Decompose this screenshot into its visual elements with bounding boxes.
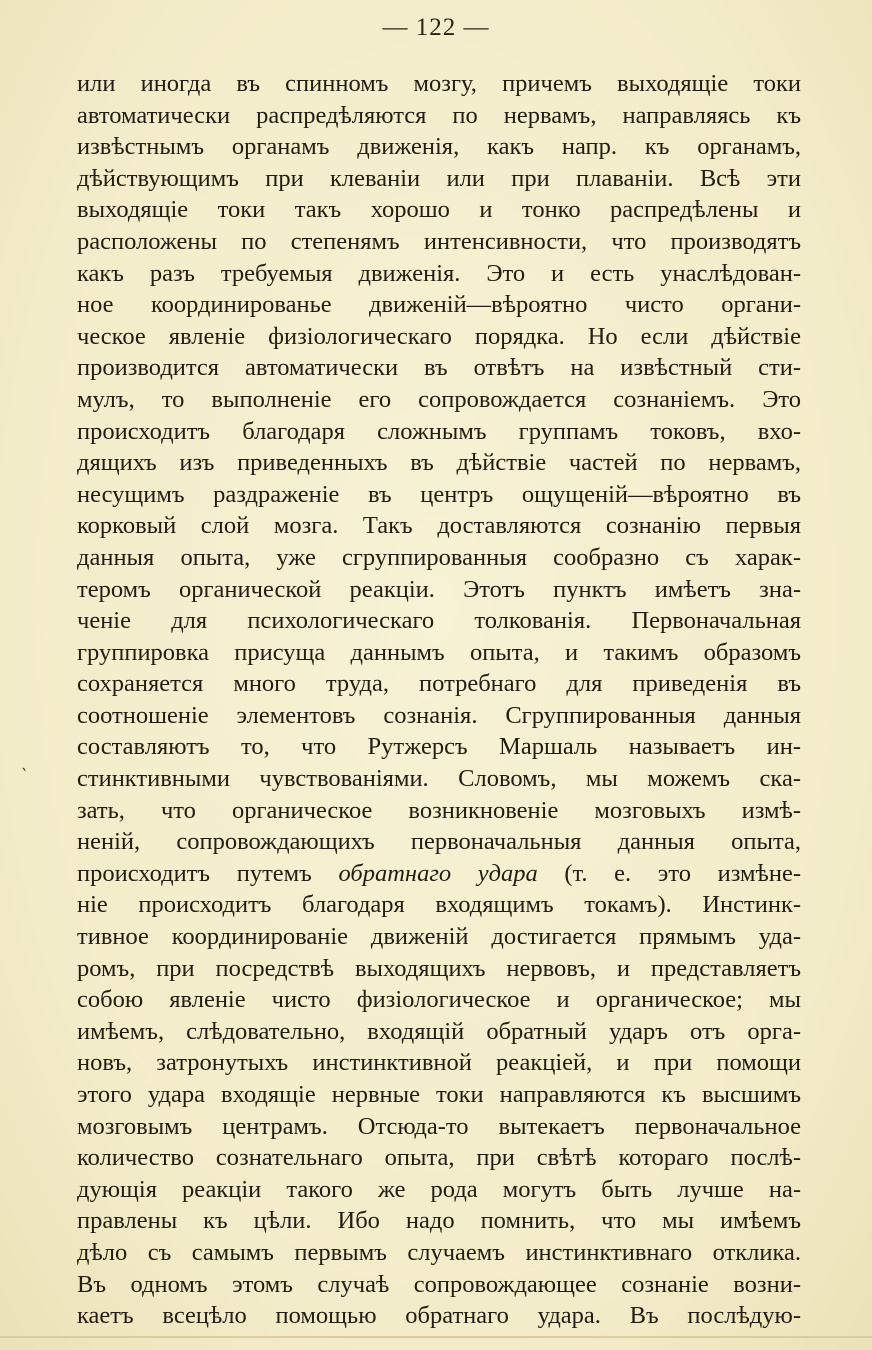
text-line-segment: несущимъ раздраженіе въ центръ ощущеній—вѣроятно въ bbox=[77, 480, 801, 508]
text-line bbox=[77, 1205, 801, 1237]
italic-emphasis: обратнаго удара bbox=[338, 859, 538, 887]
text-line bbox=[77, 1142, 801, 1174]
text-line bbox=[77, 1269, 801, 1301]
text-line bbox=[77, 731, 801, 763]
text-line-segment: извѣстнымъ органамъ движенія, какъ напр. къ органамъ, bbox=[77, 133, 801, 161]
text-line-segment: происходитъ путемъ bbox=[77, 859, 339, 887]
text-line-segment: мулъ, то выполненіе его сопровождается сознаніемъ. Это bbox=[77, 385, 801, 413]
text-line bbox=[77, 574, 801, 606]
text-line bbox=[77, 447, 801, 479]
margin-mark: ‵ bbox=[22, 765, 27, 785]
text-line-segment: ческое явленіе физіологическаго порядка. Но если дѣйствіе bbox=[77, 322, 801, 350]
text-line-segment: дующія реакціи такого же рода могутъ быть лучше на- bbox=[77, 1175, 801, 1203]
text-line-segment: мозговымъ центрамъ. Отсюда-то вытекаетъ первоначальное bbox=[77, 1112, 801, 1140]
text-line-segment: сохраняется много труда, потребнаго для приведенія въ bbox=[77, 670, 801, 698]
text-line-segment: дѣло съ самымъ первымъ случаемъ инстинктивнаго отклика. bbox=[77, 1238, 801, 1266]
text-line bbox=[77, 763, 801, 795]
text-line bbox=[77, 321, 801, 353]
text-line bbox=[77, 194, 801, 226]
text-line bbox=[77, 1300, 801, 1332]
text-line bbox=[77, 1237, 801, 1269]
text-line-segment: какъ разъ требуемыя движенія. Это и есть унаслѣдован- bbox=[77, 259, 801, 287]
text-line-segment: неній, сопровождающихъ первоначальныя данныя опыта, bbox=[77, 828, 801, 856]
text-line-segment: ченіе для психологическаго толкованія. Первоначальная bbox=[77, 607, 801, 635]
text-line bbox=[77, 1047, 801, 1079]
text-line-segment: группировка присуща даннымъ опыта, и такимъ образомъ bbox=[77, 638, 801, 666]
text-line-segment: выходящіе токи такъ хорошо и тонко распредѣлены и bbox=[77, 196, 801, 224]
text-line bbox=[77, 668, 801, 700]
text-line bbox=[77, 1079, 801, 1111]
text-line-segment: ніе происходитъ благодаря входящимъ токамъ). Инстинк- bbox=[77, 891, 801, 919]
text-line-segment: ромъ, при посредствѣ выходящихъ нервовъ, и представляетъ bbox=[77, 954, 801, 982]
text-line bbox=[77, 258, 801, 290]
text-line bbox=[77, 479, 801, 511]
page-number: — 122 — bbox=[382, 14, 490, 41]
text-line bbox=[77, 1016, 801, 1048]
text-line-segment: расположены по степенямъ интенсивности, что производятъ bbox=[77, 227, 801, 255]
text-line-segment: теромъ органической реакціи. Этотъ пунктъ имѣетъ зна- bbox=[77, 575, 801, 603]
text-line bbox=[77, 510, 801, 542]
text-line bbox=[77, 226, 801, 258]
text-line-segment: стинктивными чувствованіями. Словомъ, мы можемъ ска- bbox=[77, 765, 801, 793]
text-line-segment: данныя опыта, уже сгруппированныя сообразно съ харак- bbox=[77, 543, 801, 571]
text-line-segment: новъ, затронутыхъ инстинктивной реакціей, и при помощи bbox=[77, 1049, 801, 1077]
text-line-segment: соотношеніе элементовъ сознанія. Сгруппированныя данныя bbox=[77, 701, 801, 729]
text-line bbox=[77, 352, 801, 384]
text-line bbox=[77, 1111, 801, 1143]
text-line bbox=[77, 416, 801, 448]
text-line bbox=[77, 131, 801, 163]
text-line-segment: каетъ всецѣло помощью обратнаго удара. Въ послѣдую- bbox=[77, 1302, 801, 1330]
text-line-segment: ное координированье движеній—вѣроятно чисто органи- bbox=[77, 291, 801, 319]
text-line bbox=[77, 889, 801, 921]
text-line-segment: корковый слой мозга. Такъ доставляются сознанію первыя bbox=[77, 512, 801, 540]
text-line-segment: происходитъ благодаря сложнымъ группамъ токовъ, вхо- bbox=[77, 417, 801, 445]
text-line bbox=[77, 921, 801, 953]
text-line bbox=[77, 984, 801, 1016]
text-line bbox=[77, 795, 801, 827]
text-line-segment: дящихъ изъ приведенныхъ въ дѣйствіе частей по нервамъ, bbox=[77, 449, 801, 477]
page-bottom-edge bbox=[0, 1336, 872, 1338]
text-line bbox=[77, 826, 801, 858]
text-line-segment: правлены къ цѣли. Ибо надо помнить, что мы имѣемъ bbox=[77, 1207, 801, 1235]
text-line-segment: или иногда въ спинномъ мозгу, причемъ выходящіе токи bbox=[77, 70, 801, 97]
text-line bbox=[77, 384, 801, 416]
text-line bbox=[77, 68, 801, 100]
text-line-segment: (т. е. это измѣне- bbox=[537, 859, 801, 887]
text-line bbox=[77, 605, 801, 637]
text-line bbox=[77, 289, 801, 321]
body-text bbox=[77, 68, 801, 1332]
text-line bbox=[77, 858, 801, 890]
text-line-segment: собою явленіе чисто физіологическое и органическое; мы bbox=[77, 986, 801, 1014]
text-line bbox=[77, 100, 801, 132]
text-line-segment: автоматически распредѣляются по нервамъ, направляясь къ bbox=[77, 101, 801, 129]
text-line-segment: Въ одномъ этомъ случаѣ сопровождающее сознаніе возни- bbox=[77, 1270, 801, 1298]
text-line-segment: зать, что органическое возникновеніе мозговыхъ измѣ- bbox=[77, 796, 801, 824]
text-line bbox=[77, 163, 801, 195]
text-line-segment: дѣйствующимъ при клеваніи или при плаваніи. Всѣ эти bbox=[77, 164, 801, 192]
text-line bbox=[77, 953, 801, 985]
text-line-segment: тивное координированіе движеній достигается прямымъ уда- bbox=[77, 923, 801, 951]
text-line bbox=[77, 1174, 801, 1206]
text-line bbox=[77, 700, 801, 732]
text-line bbox=[77, 637, 801, 669]
text-line-segment: этого удара входящіе нервные токи направляются къ высшимъ bbox=[77, 1081, 801, 1108]
text-line bbox=[77, 542, 801, 574]
text-line-segment: производится автоматически въ отвѣтъ на извѣстный сти- bbox=[77, 354, 801, 382]
text-line-segment: составляютъ то, что Рутжерсъ Маршаль называетъ ин- bbox=[77, 733, 801, 761]
text-line-segment: имѣемъ, слѣдовательно, входящій обратный ударъ отъ орга- bbox=[77, 1017, 801, 1045]
text-line-segment: количество сознательнаго опыта, при свѣтѣ котораго послѣ- bbox=[77, 1144, 801, 1172]
